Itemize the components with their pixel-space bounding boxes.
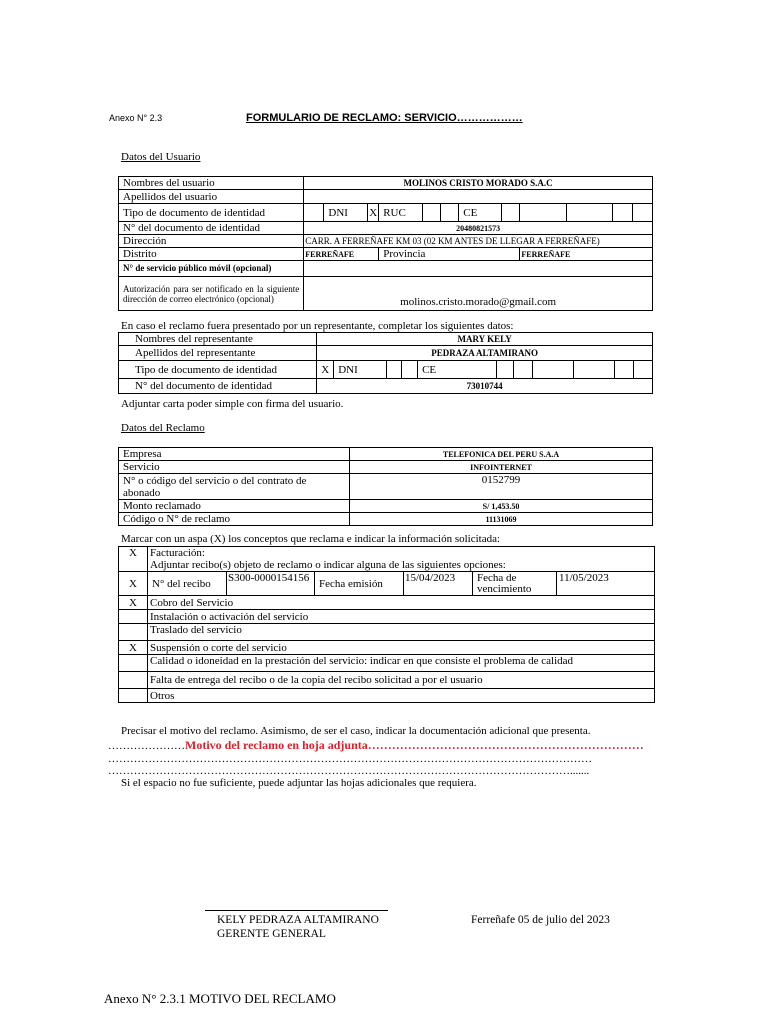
rep-ce-option: CE — [418, 361, 496, 379]
issue-value: 15/04/2023 — [404, 572, 473, 596]
signature-date: Ferreñafe 05 de julio del 2023 — [471, 914, 610, 926]
user-auth-label: Autorización para ser notificado en la siguiente dirección de correo electrónico (opcional) — [119, 277, 304, 311]
rep-dni-option: DNI — [334, 361, 386, 379]
motive-line-2: …………………………………………………………………………………………………………………… — [108, 753, 592, 765]
claim-amount-value: S/ 1,453.50 — [350, 500, 653, 513]
claim-code-value: 0152799 — [350, 474, 653, 500]
user-ruc-option: RUC — [379, 204, 423, 222]
billing-sub: Adjuntar recibo(s) objeto de reclamo o indicar alguna de las siguientes opciones: — [150, 559, 506, 571]
due-value: 11/05/2023 — [557, 572, 655, 596]
concepts-intro: Marcar con un aspa (X) los conceptos que reclama e indicar la información solicitada: — [121, 533, 501, 545]
motive-intro: Precisar el motivo del reclamo. Asimismo, de ser el caso, indicar la documentación adicional que presenta. — [121, 725, 591, 737]
claim-table — [118, 447, 653, 526]
receipt-value: S300-0000154156 — [227, 572, 315, 596]
user-ce-option: CE — [459, 204, 502, 222]
claim-company-value: TELEFONICA DEL PERU S.A.A — [350, 448, 653, 461]
motive-footer: Si el espacio no fue suficiente, puede adjuntar las hojas adicionales que requiera. — [121, 777, 477, 789]
claim-company-label: Empresa — [119, 448, 350, 461]
receipt-mark: X — [119, 572, 148, 596]
rep-surnames-value: PEDRAZA ALTAMIRANO — [317, 346, 653, 361]
rep-names-value: MARY KELY — [317, 333, 653, 346]
user-surnames-value — [304, 190, 653, 204]
claim-code-label: N° o código del servicio o del contrato de abonado — [119, 474, 350, 500]
user-table — [118, 176, 653, 311]
motive-line-3: ………………………………………………………………………………………………………………....... — [108, 765, 590, 777]
concept-item: Calidad o idoneidad en la prestación del servicio: indicar en que consiste el problema de calidad — [148, 655, 655, 672]
user-mobile-value — [304, 261, 653, 277]
rep-names-label: Nombres del representante — [119, 333, 317, 346]
concept-item: Falta de entrega del recibo o de la copia del recibo solicitad a por el usuario — [148, 672, 655, 689]
representative-intro: En caso el reclamo fuera presentado por un representante, completar los siguientes datos: — [121, 320, 514, 332]
user-district-value: FERREÑAFE — [304, 248, 379, 261]
concept-mark-1: X — [119, 596, 148, 610]
footer-annex: Anexo N° 2.3.1 MOTIVO DEL RECLAMO — [104, 991, 336, 1006]
user-email-value: molinos.cristo.morado@gmail.com — [304, 277, 653, 311]
concept-item: Instalación o activación del servicio — [148, 610, 655, 624]
billing-mark: X — [119, 547, 148, 572]
due-label: Fecha de vencimiento — [473, 572, 557, 596]
user-docnumber-value: 20480821573 — [304, 222, 653, 235]
user-province-label: Provincia — [379, 248, 520, 261]
concepts-table — [118, 546, 655, 703]
signature-name: KELY PEDRAZA ALTAMIRANO — [217, 914, 379, 926]
user-address-value: CARR. A FERREÑAFE KM 03 (02 KM ANTES DE LLEGAR A FERREÑAFE) — [304, 235, 653, 248]
issue-label: Fecha emisión — [315, 572, 404, 596]
signature-line — [205, 910, 388, 911]
representative-note: Adjuntar carta poder simple con firma del usuario. — [121, 398, 344, 410]
billing-label: Facturación: — [150, 547, 205, 559]
user-dni-mark: X — [368, 204, 379, 222]
rep-surnames-label: Apellidos del representante — [119, 346, 317, 361]
user-names-value: MOLINOS CRISTO MORADO S.A.C — [304, 177, 653, 190]
user-mobile-label: N° de servicio público móvil (opcional) — [119, 261, 304, 277]
motive-highlight: Motivo del reclamo en hoja adjunta — [185, 738, 368, 752]
claim-number-value: 11131069 — [350, 513, 653, 526]
rep-docnumber-label: N° del documento de identidad — [119, 379, 317, 394]
rep-docnumber-value: 73010744 — [317, 379, 653, 394]
claim-number-label: Código o N° de reclamo — [119, 513, 350, 526]
claim-section-title: Datos del Reclamo — [121, 422, 205, 434]
user-doctype-label: Tipo de documento de identidad — [119, 204, 304, 222]
concept-item: Traslado del servicio — [148, 624, 655, 641]
concept-item: Suspensión o corte del servicio — [148, 641, 655, 655]
receipt-label: N° del recibo — [148, 572, 227, 596]
user-district-label: Distrito — [119, 248, 304, 261]
user-names-label: Nombres del usuario — [119, 177, 304, 190]
form-title: FORMULARIO DE RECLAMO: SERVICIO……………… — [246, 112, 523, 124]
rep-doctype-label: Tipo de documento de identidad — [119, 361, 317, 379]
user-docnumber-label: N° del documento de identidad — [119, 222, 304, 235]
claim-service-value: INFOINTERNET — [350, 461, 653, 474]
annex-number: Anexo N° 2.3 — [109, 113, 163, 123]
user-surnames-label: Apellidos del usuario — [119, 190, 304, 204]
claim-service-label: Servicio — [119, 461, 350, 474]
representative-table — [118, 332, 653, 394]
concept-item: Cobro del Servicio — [148, 596, 655, 610]
motive-line-1 — [108, 738, 644, 753]
concept-item: Otros — [148, 689, 655, 703]
rep-dni-mark: X — [317, 361, 334, 379]
user-province-value: FERREÑAFE — [520, 248, 653, 261]
concept-mark-4: X — [119, 641, 148, 655]
motive-dots-lead: ………………… — [108, 740, 185, 752]
signature-role: GERENTE GENERAL — [217, 928, 326, 940]
user-dni-option: DNI — [324, 204, 368, 222]
user-address-label: Dirección — [119, 235, 304, 248]
motive-dots-tail: …………………………………………………………… — [367, 738, 644, 752]
claim-amount-label: Monto reclamado — [119, 500, 350, 513]
user-section-title: Datos del Usuario — [121, 151, 201, 163]
